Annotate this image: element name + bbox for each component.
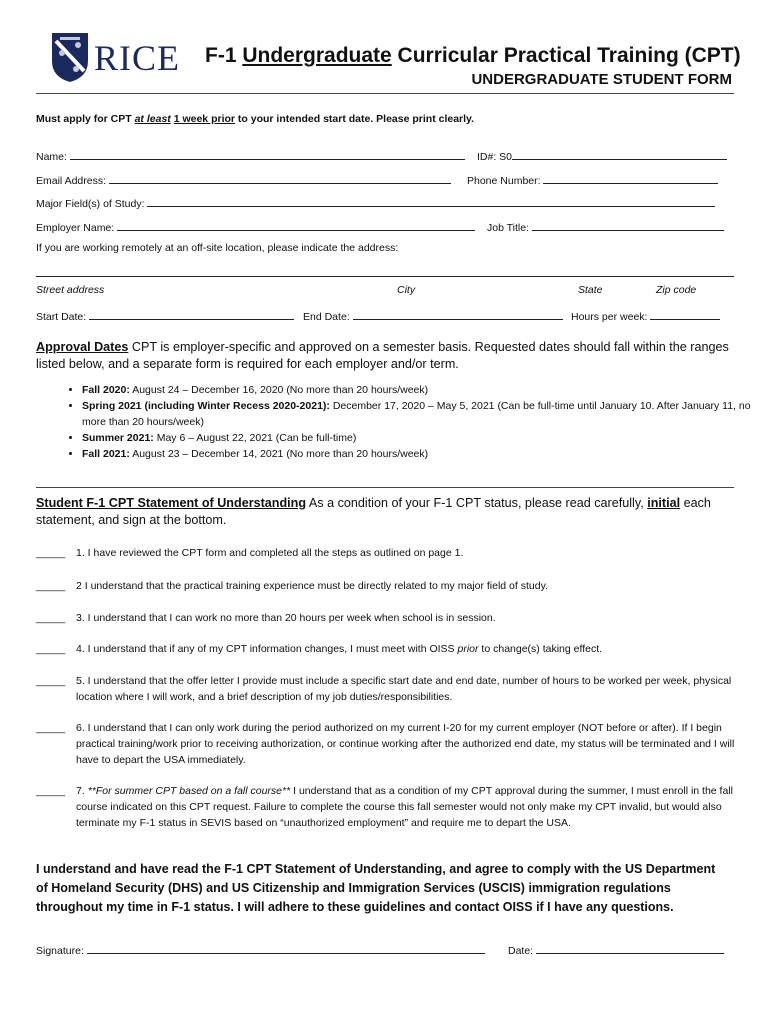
employer-field[interactable]	[36, 219, 475, 234]
approval-text: CPT is employer-specific and approved on a semester basis. Requested dates should fall within the ranges listed below, and a separate form is required for each employer and/or term.	[36, 340, 729, 371]
start-date-line[interactable]	[89, 308, 294, 320]
intro-at-least: at least	[134, 113, 171, 125]
term-label: Fall 2021:	[82, 448, 130, 460]
street-address-label: Street address	[36, 284, 105, 296]
zip-code-label: Zip code	[656, 284, 697, 296]
form-title	[205, 44, 741, 68]
approval-heading: Approval Dates	[36, 340, 129, 354]
title-prefix: F-1	[205, 44, 243, 67]
statement-number: 7.	[76, 785, 88, 797]
list-item	[82, 382, 762, 398]
term-label: Spring 2021 (including Winter Recess 2020-2021):	[82, 400, 330, 412]
initial-blank[interactable]: _____	[36, 580, 66, 592]
email-label: Email Address:	[36, 175, 107, 187]
list-item	[82, 398, 762, 430]
term-text: August 23 – December 14, 2021 (No more than 20 hours/week)	[129, 448, 429, 460]
name-label: Name:	[36, 151, 67, 163]
phone-field[interactable]	[467, 172, 718, 187]
hours-line[interactable]	[650, 308, 720, 320]
major-label: Major Field(s) of Study:	[36, 198, 145, 210]
closing-acknowledgement: I understand and have read the F-1 CPT Statement of Understanding, and agree to comply with the US Department of Homeland Security (DHS) and US Citizenship and Immigration Services (USCIS) immigration regulations throughout my time in F-1 status. I will adhere to these guidelines and contact OISS if I have any questions.	[36, 862, 716, 914]
term-text: August 24 – December 16, 2020 (No more than 20 hours/week)	[129, 384, 429, 396]
term-label: Summer 2021:	[82, 432, 154, 444]
signature-line[interactable]	[87, 942, 485, 954]
intro-one-week-prior: 1 week prior	[173, 113, 235, 125]
list-item	[82, 430, 762, 446]
statement-text: 2 I understand that the practical training experience must be directly related to my major field of study.	[76, 580, 548, 592]
employer-label: Employer Name:	[36, 222, 115, 234]
address-line[interactable]	[36, 276, 734, 277]
phone-line[interactable]	[543, 172, 718, 184]
major-field[interactable]	[36, 195, 715, 210]
date-line[interactable]	[536, 942, 724, 954]
hours-per-week-field[interactable]	[571, 308, 720, 323]
initial-blank[interactable]: _____	[36, 547, 66, 559]
statement-item-6	[36, 720, 736, 768]
statement-item-4	[36, 641, 736, 657]
initial-blank[interactable]: _____	[36, 612, 66, 624]
major-line[interactable]	[147, 195, 715, 207]
phone-label: Phone Number:	[467, 175, 541, 187]
statement-item-5	[36, 673, 736, 705]
employer-line[interactable]	[117, 219, 475, 231]
initial-blank[interactable]: _____	[36, 785, 66, 797]
list-item	[82, 446, 762, 462]
statement-text-2: each statement, and sign at the bottom.	[36, 496, 711, 527]
statement-summer-note: **For summer CPT based on a fall course**	[87, 785, 291, 797]
statement-text: 6. I understand that I can only work during the period authorized on my current I-20 for my current employer (NOT before or after). If I begin practical training/work prior to receiving authorization, or continue working after the authorized end date, my status will be terminated and I will have to depart the USA immediately.	[76, 722, 735, 766]
start-date-label: Start Date:	[36, 311, 87, 323]
rice-shield-icon	[50, 31, 90, 83]
state-label: State	[578, 284, 603, 296]
header-divider	[36, 93, 734, 94]
statement-initial-word: initial	[647, 496, 681, 510]
intro-text-1: Must apply for CPT	[36, 113, 135, 125]
logo-wordmark: RICE	[94, 38, 181, 78]
term-text: December 17, 2020 – May 5, 2021 (Can be full-time until January 10. After January 11, no more than 20 hours/week)	[82, 400, 751, 428]
statement-item-3	[36, 610, 736, 626]
email-line[interactable]	[109, 172, 451, 184]
approval-terms-list	[60, 382, 762, 462]
end-date-line[interactable]	[353, 308, 563, 320]
job-title-field[interactable]	[487, 219, 724, 234]
statement-item-1	[36, 545, 736, 561]
intro-text-3: to your intended start date. Please print clearly.	[234, 113, 475, 125]
statement-text-part: 4. I understand that if any of my CPT information changes, I must meet with OISS	[76, 643, 455, 655]
statement-text: 5. I understand that the offer letter I provide must include a specific start date and end date, number of hours to be worked per week, physical location where I will work, and a brief description of my job duties/responsibilities.	[76, 675, 732, 703]
id-line[interactable]	[512, 148, 727, 160]
term-label: Fall 2020:	[82, 384, 130, 396]
statement-text-part: I understand that as a condition of my CPT approval during the summer, I must enroll in the fall course indicated on this CPT request. Failure to complete the course this fall semester would not only make my CPT invalid, but would also terminate my F-1 status in SEVIS based on “unauthorized employment” and require me to depart the USA.	[76, 785, 733, 829]
statement-text: 3. I understand that I can work no more than 20 hours per week when school is in session.	[76, 612, 496, 624]
signature-field[interactable]	[36, 942, 485, 957]
intro-instructions	[36, 113, 474, 125]
initial-blank[interactable]: _____	[36, 722, 66, 734]
title-suffix: Curricular Practical Training (CPT)	[391, 44, 741, 67]
hours-label: Hours per week:	[571, 311, 648, 323]
id-label: ID#: S0	[477, 151, 513, 163]
name-line[interactable]	[70, 148, 465, 160]
date-label: Date:	[508, 945, 534, 957]
section-divider	[36, 487, 734, 488]
statement-text	[76, 641, 736, 657]
term-text: May 6 – August 22, 2021 (Can be full-time)	[153, 432, 357, 444]
statement-text-tail: to change(s) taking effect.	[478, 643, 603, 655]
statement-item-7	[36, 783, 736, 831]
statement-heading	[36, 495, 736, 529]
end-date-label: End Date:	[303, 311, 350, 323]
email-field[interactable]	[36, 172, 451, 187]
date-field[interactable]	[508, 942, 724, 957]
form-subtitle: UNDERGRADUATE STUDENT FORM	[471, 71, 732, 88]
end-date-field[interactable]	[303, 308, 563, 323]
title-underlined: Undergraduate	[242, 44, 392, 67]
signature-label: Signature:	[36, 945, 84, 957]
statement-item-2	[36, 578, 736, 594]
initial-blank[interactable]: _____	[36, 675, 66, 687]
statement-prior: prior	[457, 643, 479, 655]
statement-text-1: As a condition of your F-1 CPT status, please read carefully,	[306, 496, 648, 510]
start-date-field[interactable]	[36, 308, 294, 323]
statement-text	[76, 783, 736, 831]
city-label: City	[397, 284, 416, 296]
statement-text: 1. I have reviewed the CPT form and completed all the steps as outlined on page 1.	[76, 547, 464, 559]
id-field[interactable]	[477, 148, 727, 163]
approval-dates-section	[36, 339, 736, 373]
rice-logo	[50, 31, 185, 89]
statement-title: Student F-1 CPT Statement of Understanding	[36, 496, 307, 510]
initial-blank[interactable]: _____	[36, 643, 66, 655]
name-field[interactable]	[36, 148, 465, 163]
job-title-label: Job Title:	[487, 222, 530, 234]
job-title-line[interactable]	[532, 219, 724, 231]
remote-address-note: If you are working remotely at an off-site location, please indicate the address:	[36, 242, 399, 254]
